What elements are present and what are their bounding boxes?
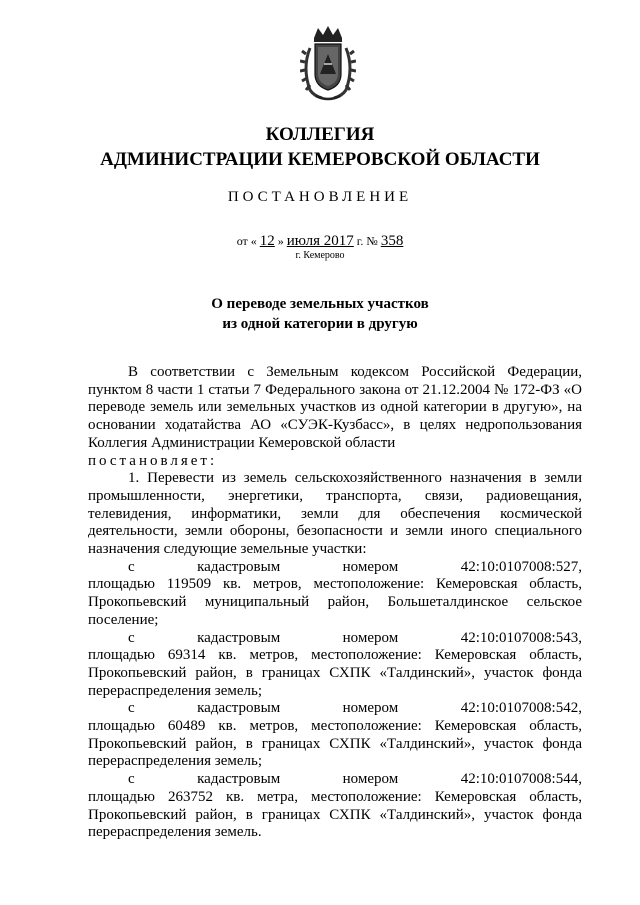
parcel-description: площадью 60489 кв. метров, местоположение: Кемеровская область, Прокопьевский район, в границах СХПК «Талдинский», участок фонда перераспределения земель;	[88, 718, 582, 770]
subject-line-1: О переводе земельных участков	[211, 296, 429, 312]
clause-1-paragraph: 1. Перевести из земель сельскохозяйственного назначения в земли промышленности, энергетики, транспорта, связи, радиовещания, телевидения, информатики, земли для обеспечения космической деятельности, земли обороны, безопасности и земли иного специального назначения следующие земельные участки:	[88, 470, 582, 558]
parcel-word-number: номером	[342, 629, 399, 646]
parcel-number: 42:10:0107008:544,	[460, 771, 582, 788]
parcel-header	[88, 559, 582, 577]
parcel-item	[88, 700, 582, 771]
parcel-word-number: номером	[342, 771, 399, 788]
parcel-item	[88, 771, 582, 842]
date-month-year: июля 2017	[286, 233, 354, 249]
subject-line-2: из одной категории в другую	[222, 316, 418, 332]
parcel-word-with: с	[128, 700, 135, 717]
coat-of-arms-icon	[300, 24, 356, 104]
document-subject	[0, 294, 640, 334]
parcel-word-cadastral: кадастровым	[197, 558, 281, 575]
parcel-word-cadastral: кадастровым	[197, 771, 281, 788]
document-body	[88, 364, 582, 842]
document-number: 358	[380, 233, 404, 249]
parcel-item	[88, 630, 582, 701]
date-number-line	[0, 233, 640, 250]
parcel-word-number: номером	[342, 558, 399, 575]
decree-word: постановляет:	[88, 452, 218, 469]
parcel-description: площадью 263752 кв. метра, местоположение: Кемеровская область, Прокопьевский район, в границах СХПК «Талдинский», участок фонда перераспределения земель.	[88, 788, 582, 841]
parcel-word-with: с	[128, 771, 135, 788]
organization-title: КОЛЛЕГИЯ	[265, 124, 375, 145]
city: г. Кемерово	[295, 250, 345, 261]
parcel-word-number: номером	[342, 700, 399, 717]
parcel-header	[88, 630, 582, 648]
parcel-word-cadastral: кадастровым	[197, 700, 281, 717]
parcel-word-with: с	[128, 558, 135, 575]
parcel-header	[88, 771, 582, 789]
parcel-item	[88, 559, 582, 630]
parcel-description: площадью 119509 кв. метров, местоположение: Кемеровская область, Прокопьевский муниципальный район, Большеталдинское сельское поселение;	[88, 576, 582, 628]
date-prefix: от «	[236, 234, 257, 248]
parcel-number: 42:10:0107008:542,	[460, 700, 582, 717]
preamble-paragraph: В соответствии с Земельным кодексом Российской Федерации, пунктом 8 части 1 статьи 7 Федерального закона от 21.12.2004 № 172-ФЗ «О переводе земель или земельных участков из одной категории в другую», на основании ходатайства АО «СУЭК-Кузбасс», в целях недропользования Коллегия Администрации Кемеровской области	[88, 364, 582, 451]
parcel-number: 42:10:0107008:543,	[460, 629, 582, 646]
date-day-close: »	[277, 234, 284, 248]
date-day: 12	[259, 233, 275, 249]
parcel-header	[88, 700, 582, 718]
parcel-word-with: с	[128, 629, 135, 646]
number-label: №	[366, 234, 378, 248]
parcel-number: 42:10:0107008:527,	[460, 558, 582, 575]
organization-subtitle: АДМИНИСТРАЦИИ КЕМЕРОВСКОЙ ОБЛАСТИ	[100, 149, 540, 170]
parcel-word-cadastral: кадастровым	[197, 629, 281, 646]
document-type: ПОСТАНОВЛЕНИЕ	[227, 189, 413, 205]
parcel-description: площадью 69314 кв. метров, местоположение: Кемеровская область, Прокопьевский район, в границах СХПК «Талдинский», участок фонда перераспределения земель;	[88, 647, 582, 699]
date-year-suffix: г.	[356, 234, 364, 248]
